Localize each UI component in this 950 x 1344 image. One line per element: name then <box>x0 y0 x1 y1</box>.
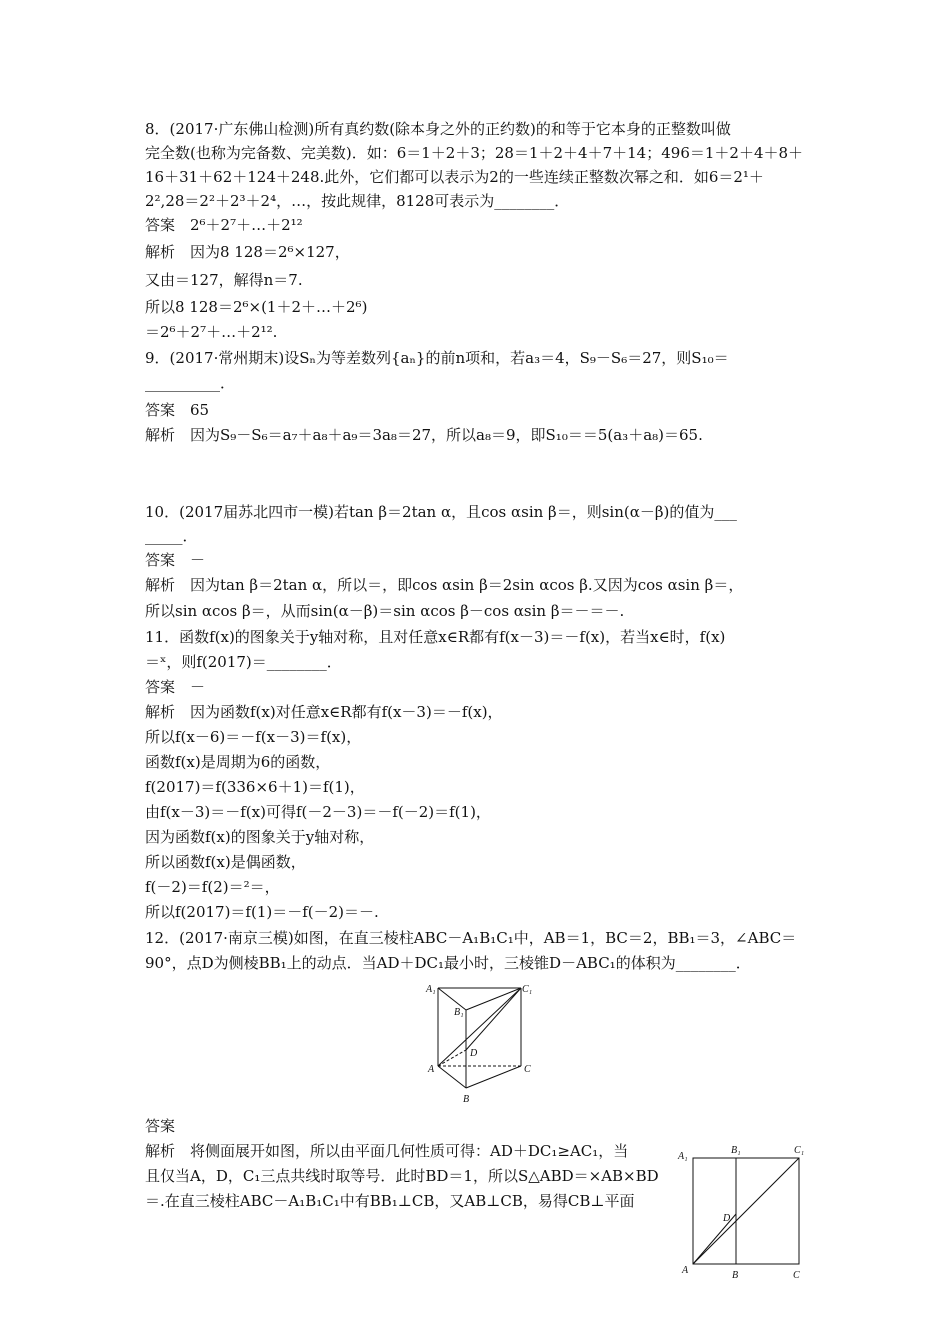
answer-line: 答案 － <box>145 551 206 569</box>
text-line: ＝.在直三棱柱ABC－A₁B₁C₁中有BB₁⊥CB，又AB⊥CB，易得CB⊥平面 <box>145 1192 635 1210</box>
label-D: D <box>470 1048 478 1059</box>
answer-line: 答案 － <box>145 678 206 696</box>
text-line: 16＋31＋62＋124＋248.此外，它们都可以表示为2的一些连续正整数次幂之和．如6＝2¹＋ <box>145 168 764 186</box>
text-line: f(2017)＝f(336×6＋1)＝f(1)， <box>145 778 365 796</box>
text-line: 因为函数f(x)的图象关于y轴对称， <box>145 828 375 846</box>
text-line: 解析 因为函数f(x)对任意x∈R都有f(x－3)＝－f(x)， <box>145 703 503 721</box>
label-C1: C₁ <box>522 984 533 995</box>
text-line: 所以8 128＝2⁶×(1＋2＋…＋2⁶) <box>145 298 368 316</box>
text-line: 90°，点D为侧棱BB₁上的动点．当AD＋DC₁最小时，三棱锥D－ABC₁的体积为________． <box>145 954 751 972</box>
label-D: D <box>723 1213 731 1224</box>
text-line: 解析 因为S₉－S₆＝a₇＋a₈＋a₉＝3a₈＝27，所以a₈＝9，即S₁₀＝＝5(a₃＋a₈)＝65. <box>145 426 703 444</box>
unfolded-figure <box>676 1141 812 1281</box>
text-line: 且仅当A，D，C₁三点共线时取等号．此时BD＝1，所以S△ABD＝×AB×BD <box>145 1167 659 1185</box>
text-line: 2²,28＝2²＋2³＋2⁴，…，按此规律，8128可表示为________． <box>145 192 570 210</box>
question-line: 12．(2017·南京三模)如图，在直三棱柱ABC－A₁B₁C₁中，AB＝1，BC＝2，BB₁＝3，∠ABC＝ <box>145 929 797 947</box>
label-A: A <box>682 1265 689 1276</box>
text-line: 解析 因为8 128＝2⁶×127， <box>145 243 350 261</box>
text-line: 由f(x－3)＝－f(x)可得f(－2－3)＝－f(－2)＝f(1)， <box>145 803 491 821</box>
label-C: C <box>793 1270 800 1281</box>
label-B: B <box>463 1094 470 1105</box>
text-line: ＝ˣ，则f(2017)＝________． <box>145 653 342 671</box>
label-B: B <box>732 1270 739 1281</box>
question-line: 11．函数f(x)的图象关于y轴对称，且对任意x∈R都有f(x－3)＝－f(x)，若当x∈时，f(x) <box>145 628 726 646</box>
text-line: 所以f(2017)＝f(1)＝－f(－2)＝－. <box>145 903 379 921</box>
label-A1: A₁ <box>426 984 436 995</box>
label-B1: B₁ <box>454 1007 464 1018</box>
text-line: 8．(2017·广东佛山检测)所有真约数(除本身之外的正约数)的和等于它本身的正整数叫做 <box>145 120 731 138</box>
prism-figure <box>418 982 538 1110</box>
text-line: 解析 将侧面展开如图，所以由平面几何性质可得：AD＋DC₁≥AC₁，当 <box>145 1142 629 1160</box>
text-line: 所以f(x－6)＝－f(x－3)＝f(x)， <box>145 728 362 746</box>
label-C: C <box>524 1064 531 1075</box>
question-line: 9．(2017·常州期末)设Sₙ为等差数列{aₙ}的前n项和，若a₃＝4，S₉－S₆＝27，则S₁₀＝ <box>145 349 729 367</box>
text-line: _____． <box>145 527 198 545</box>
question-line: 10．(2017届苏北四市一模)若tan β＝2tan α，且cos αsin β＝，则sin(α－β)的值为___ <box>145 503 737 521</box>
answer-line: 答案 2⁶＋2⁷＋…＋2¹² <box>145 216 303 234</box>
text-line: 又由＝127，解得n＝7. <box>145 271 303 289</box>
text-line: f(－2)＝f(2)＝²＝， <box>145 878 280 896</box>
label-C1: C₁ <box>794 1145 805 1156</box>
label-A: A <box>428 1064 435 1075</box>
text-line: 函数f(x)是周期为6的函数， <box>145 753 331 771</box>
text-line: 完全数(也称为完备数、完美数)．如：6＝1＋2＋3；28＝1＋2＋4＋7＋14；496＝1＋2＋4＋8＋ <box>145 144 804 162</box>
text-line: __________． <box>145 374 236 392</box>
label-A1: A₁ <box>678 1151 688 1162</box>
text-line: 所以sin αcos β＝，从而sin(α－β)＝sin αcos β－cos αsin β＝－＝－. <box>145 602 625 620</box>
text-line: ＝2⁶＋2⁷＋…＋2¹². <box>145 323 278 341</box>
answer-line: 答案 <box>145 1117 176 1135</box>
text-line: 解析 因为tan β＝2tan α，所以＝，即cos αsin β＝2sin αcos β.又因为cos αsin β＝， <box>145 576 744 594</box>
answer-line: 答案 65 <box>145 401 210 419</box>
text-line: 所以函数f(x)是偶函数， <box>145 853 306 871</box>
label-B1: B₁ <box>731 1145 741 1156</box>
